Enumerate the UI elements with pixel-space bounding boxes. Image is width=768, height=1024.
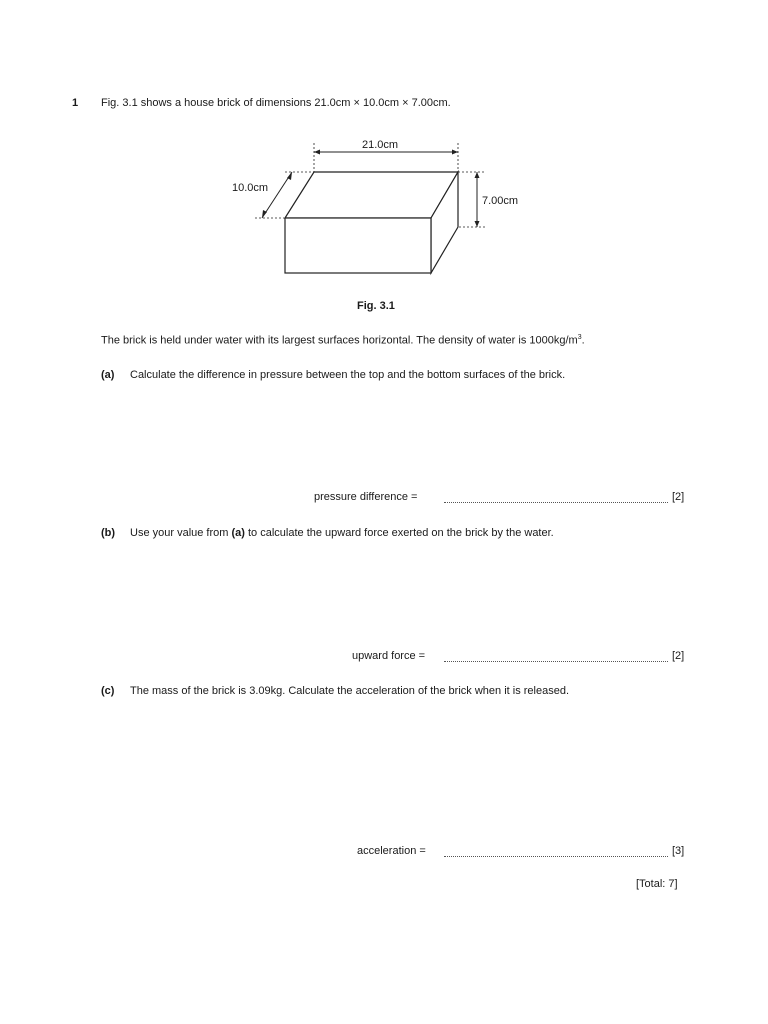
part-a-label: (a) (101, 369, 115, 381)
part-b-label: (b) (101, 527, 116, 539)
brick-diagram (0, 0, 768, 300)
part-c-label: (c) (101, 685, 115, 697)
question-intro: Fig. 3.1 shows a house brick of dimensions 21.0cm × 10.0cm × 7.00cm. (101, 97, 451, 109)
length-arrow-left (314, 150, 320, 155)
length-arrow-right (452, 150, 458, 155)
question-number: 1 (72, 97, 79, 109)
total-marks: [Total: 7] (636, 878, 678, 890)
part-b-text-suffix: to calculate the upward force exerted on the brick by the water. (244, 527, 554, 539)
figure-caption: Fig. 3.1 (357, 300, 395, 312)
part-b-marks: [2] (672, 650, 685, 662)
part-b-text-prefix: Use your value from (130, 527, 232, 539)
length-label: 21.0cm (362, 139, 399, 151)
height-arrow-top (475, 172, 480, 178)
part-b-text-ref: (a) (231, 527, 245, 539)
pressure-difference-label: pressure difference = (314, 491, 418, 503)
part-a-marks: [2] (672, 491, 685, 503)
brick-top-face (285, 172, 458, 218)
upward-force-answer-line[interactable] (444, 651, 668, 662)
context-end: . (581, 334, 585, 347)
brick-front-face (285, 218, 431, 273)
depth-dimension-line (262, 172, 292, 218)
pressure-difference-answer-line[interactable] (444, 492, 668, 503)
height-label: 7.00cm (482, 195, 519, 207)
part-c-marks: [3] (672, 845, 685, 857)
acceleration-answer-line[interactable] (444, 846, 668, 857)
context-text (101, 334, 585, 347)
part-a-question: Calculate the difference in pressure between the top and the bottom surfaces of the brick. (130, 369, 566, 381)
acceleration-label: acceleration = (357, 845, 426, 857)
part-b-question (130, 527, 554, 539)
context-superscript: 3 (577, 334, 582, 341)
height-arrow-bottom (475, 221, 480, 227)
part-c-question: The mass of the brick is 3.09kg. Calculate the acceleration of the brick when it is released. (130, 685, 569, 697)
depth-label: 10.0cm (232, 182, 269, 194)
context-sentence: The brick is held under water with its largest surfaces horizontal. The density of water is 1000kg/m (101, 334, 578, 347)
upward-force-label: upward force = (352, 650, 426, 662)
